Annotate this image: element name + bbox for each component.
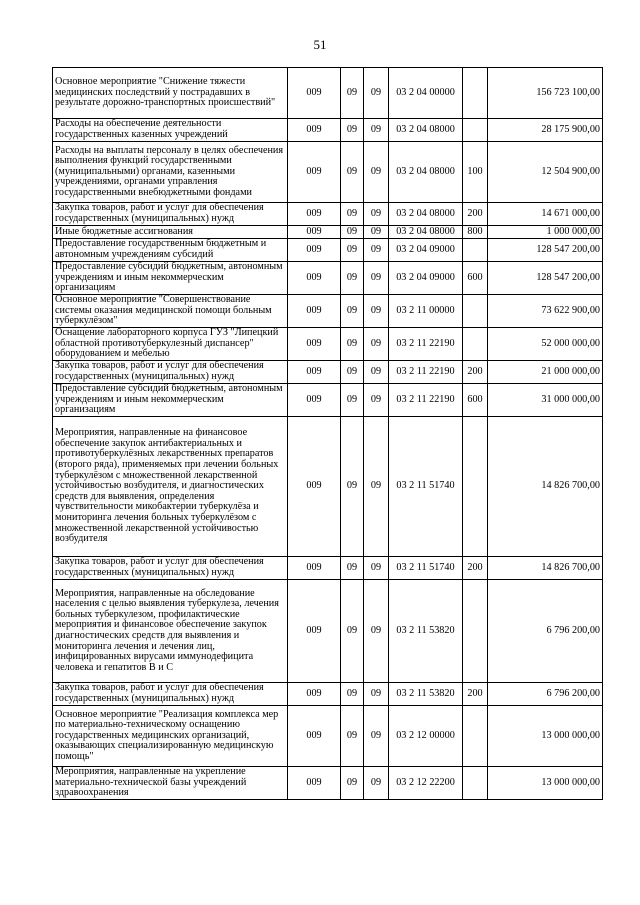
section-code: 09 (341, 361, 364, 384)
target-article-code: 03 2 04 00000 (389, 68, 463, 119)
amount: 14 826 700,00 (488, 557, 603, 580)
expense-type-code (463, 295, 488, 328)
table-row (53, 239, 603, 262)
section-code: 09 (341, 142, 364, 203)
admin-code: 009 (288, 142, 341, 203)
table-row (53, 328, 603, 361)
expense-type-code (463, 68, 488, 119)
target-article-code: 03 2 04 08000 (389, 142, 463, 203)
target-article-code: 03 2 11 00000 (389, 295, 463, 328)
subsection-code: 09 (364, 262, 389, 295)
budget-item-name: Мероприятия, направленные на финансовое обеспечение закупок антибактериальных и противотуберкулёзных лекарственных препаратов (второго ряда), применяемых при лечении больных туберкулёзом с множественной лекарственной устойчивостью возбудителя, и диагностических средств для выявления, определения чувствительности микобактерии туберкулёза и мониторинга лечения больных туберкулёзом с множественной лекарственной устойчивостью возбудителя (53, 417, 288, 557)
table-row (53, 557, 603, 580)
admin-code: 009 (288, 767, 341, 800)
admin-code: 009 (288, 239, 341, 262)
amount: 21 000 000,00 (488, 361, 603, 384)
expense-type-code: 200 (463, 683, 488, 706)
budget-item-name: Закупка товаров, работ и услуг для обеспечения государственных (муниципальных) нужд (53, 557, 288, 580)
amount: 6 796 200,00 (488, 580, 603, 683)
table-row (53, 417, 603, 557)
subsection-code: 09 (364, 706, 389, 767)
target-article-code: 03 2 11 51740 (389, 417, 463, 557)
admin-code: 009 (288, 706, 341, 767)
amount: 14 826 700,00 (488, 417, 603, 557)
table-row (53, 295, 603, 328)
expense-type-code: 200 (463, 203, 488, 226)
subsection-code: 09 (364, 239, 389, 262)
table-row (53, 68, 603, 119)
admin-code: 009 (288, 203, 341, 226)
table-row (53, 767, 603, 800)
subsection-code: 09 (364, 683, 389, 706)
section-code: 09 (341, 226, 364, 239)
section-code: 09 (341, 239, 364, 262)
section-code: 09 (341, 580, 364, 683)
section-code: 09 (341, 262, 364, 295)
amount: 128 547 200,00 (488, 239, 603, 262)
expense-type-code (463, 767, 488, 800)
subsection-code: 09 (364, 417, 389, 557)
section-code: 09 (341, 767, 364, 800)
table-row (53, 262, 603, 295)
amount: 156 723 100,00 (488, 68, 603, 119)
section-code: 09 (341, 328, 364, 361)
admin-code: 009 (288, 262, 341, 295)
amount: 128 547 200,00 (488, 262, 603, 295)
target-article-code: 03 2 12 00000 (389, 706, 463, 767)
table-row (53, 203, 603, 226)
expense-type-code (463, 239, 488, 262)
expense-type-code (463, 580, 488, 683)
budget-item-name: Иные бюджетные ассигнования (53, 226, 288, 239)
subsection-code: 09 (364, 68, 389, 119)
section-code: 09 (341, 119, 364, 142)
page-number: 51 (313, 37, 327, 52)
table-row (53, 361, 603, 384)
admin-code: 009 (288, 119, 341, 142)
budget-item-name: Мероприятия, направленные на обследование населения с целью выявления туберкулеза, лечения больных туберкулезом, профилактические мероприятия и финансовое обеспечение закупок диагностических средств для выявления и мониторинга лечения и лечения лиц, инфицированных вирусами иммунодефицита человека и гепатитов B и C (53, 580, 288, 683)
admin-code: 009 (288, 68, 341, 119)
amount: 12 504 900,00 (488, 142, 603, 203)
expense-type-code: 600 (463, 384, 488, 417)
budget-item-name: Основное мероприятие "Снижение тяжести медицинских последствий у пострадавших в результате дорожно-транспортных происшествий" (53, 68, 288, 119)
section-code: 09 (341, 203, 364, 226)
expense-type-code: 600 (463, 262, 488, 295)
table-row (53, 119, 603, 142)
target-article-code: 03 2 11 22190 (389, 328, 463, 361)
section-code: 09 (341, 417, 364, 557)
expense-type-code (463, 417, 488, 557)
table-row (53, 706, 603, 767)
budget-item-name: Основное мероприятие "Совершенствование системы оказания медицинской помощи больным туберкулёзом" (53, 295, 288, 328)
table-row (53, 683, 603, 706)
subsection-code: 09 (364, 328, 389, 361)
subsection-code: 09 (364, 142, 389, 203)
admin-code: 009 (288, 683, 341, 706)
admin-code: 009 (288, 361, 341, 384)
target-article-code: 03 2 11 22190 (389, 361, 463, 384)
section-code: 09 (341, 706, 364, 767)
subsection-code: 09 (364, 767, 389, 800)
expense-type-code: 200 (463, 361, 488, 384)
section-code: 09 (341, 68, 364, 119)
target-article-code: 03 2 04 08000 (389, 119, 463, 142)
admin-code: 009 (288, 328, 341, 361)
budget-item-name: Оснащение лабораторного корпуса ГУЗ "Липецкий областной противотуберкулезный диспансер" оборудованием и мебелью (53, 328, 288, 361)
expense-type-code: 200 (463, 557, 488, 580)
budget-item-name: Закупка товаров, работ и услуг для обеспечения государственных (муниципальных) нужд (53, 203, 288, 226)
admin-code: 009 (288, 557, 341, 580)
expense-type-code (463, 706, 488, 767)
target-article-code: 03 2 11 53820 (389, 580, 463, 683)
subsection-code: 09 (364, 226, 389, 239)
subsection-code: 09 (364, 557, 389, 580)
budget-item-name: Мероприятия, направленные на укрепление материально-технической базы учреждений здравоохранения (53, 767, 288, 800)
amount: 14 671 000,00 (488, 203, 603, 226)
budget-table (52, 67, 603, 800)
amount: 73 622 900,00 (488, 295, 603, 328)
admin-code: 009 (288, 384, 341, 417)
admin-code: 009 (288, 417, 341, 557)
target-article-code: 03 2 04 08000 (389, 203, 463, 226)
section-code: 09 (341, 557, 364, 580)
table-row (53, 142, 603, 203)
budget-item-name: Расходы на выплаты персоналу в целях обеспечения выполнения функций государственными (муниципальными) органами, казенными учреждениями, органами управления государственными внебюджетными фондами (53, 142, 288, 203)
amount: 6 796 200,00 (488, 683, 603, 706)
admin-code: 009 (288, 580, 341, 683)
amount: 1 000 000,00 (488, 226, 603, 239)
budget-item-name: Расходы на обеспечение деятельности государственных казенных учреждений (53, 119, 288, 142)
budget-item-name: Закупка товаров, работ и услуг для обеспечения государственных (муниципальных) нужд (53, 683, 288, 706)
section-code: 09 (341, 295, 364, 328)
expense-type-code: 800 (463, 226, 488, 239)
target-article-code: 03 2 11 53820 (389, 683, 463, 706)
expense-type-code (463, 328, 488, 361)
table-row (53, 384, 603, 417)
table-row (53, 226, 603, 239)
target-article-code: 03 2 04 08000 (389, 226, 463, 239)
amount: 52 000 000,00 (488, 328, 603, 361)
amount: 13 000 000,00 (488, 706, 603, 767)
amount: 13 000 000,00 (488, 767, 603, 800)
target-article-code: 03 2 04 09000 (389, 262, 463, 295)
subsection-code: 09 (364, 580, 389, 683)
amount: 28 175 900,00 (488, 119, 603, 142)
amount: 31 000 000,00 (488, 384, 603, 417)
subsection-code: 09 (364, 119, 389, 142)
budget-item-name: Основное мероприятие "Реализация комплекса мер по материально-техническому оснащению государственных медицинских организаций, оказывающих специализированную медицинскую помощь" (53, 706, 288, 767)
expense-type-code (463, 119, 488, 142)
target-article-code: 03 2 04 09000 (389, 239, 463, 262)
table-row (53, 580, 603, 683)
target-article-code: 03 2 11 51740 (389, 557, 463, 580)
subsection-code: 09 (364, 361, 389, 384)
admin-code: 009 (288, 295, 341, 328)
budget-item-name: Закупка товаров, работ и услуг для обеспечения государственных (муниципальных) нужд (53, 361, 288, 384)
subsection-code: 09 (364, 203, 389, 226)
budget-item-name: Предоставление субсидий бюджетным, автономным учреждениям и иным некоммерческим организациям (53, 384, 288, 417)
target-article-code: 03 2 11 22190 (389, 384, 463, 417)
budget-item-name: Предоставление субсидий бюджетным, автономным учреждениям и иным некоммерческим организациям (53, 262, 288, 295)
subsection-code: 09 (364, 295, 389, 328)
section-code: 09 (341, 384, 364, 417)
target-article-code: 03 2 12 22200 (389, 767, 463, 800)
admin-code: 009 (288, 226, 341, 239)
expense-type-code: 100 (463, 142, 488, 203)
subsection-code: 09 (364, 384, 389, 417)
budget-item-name: Предоставление государственным бюджетным и автономным учреждениям субсидий (53, 239, 288, 262)
section-code: 09 (341, 683, 364, 706)
